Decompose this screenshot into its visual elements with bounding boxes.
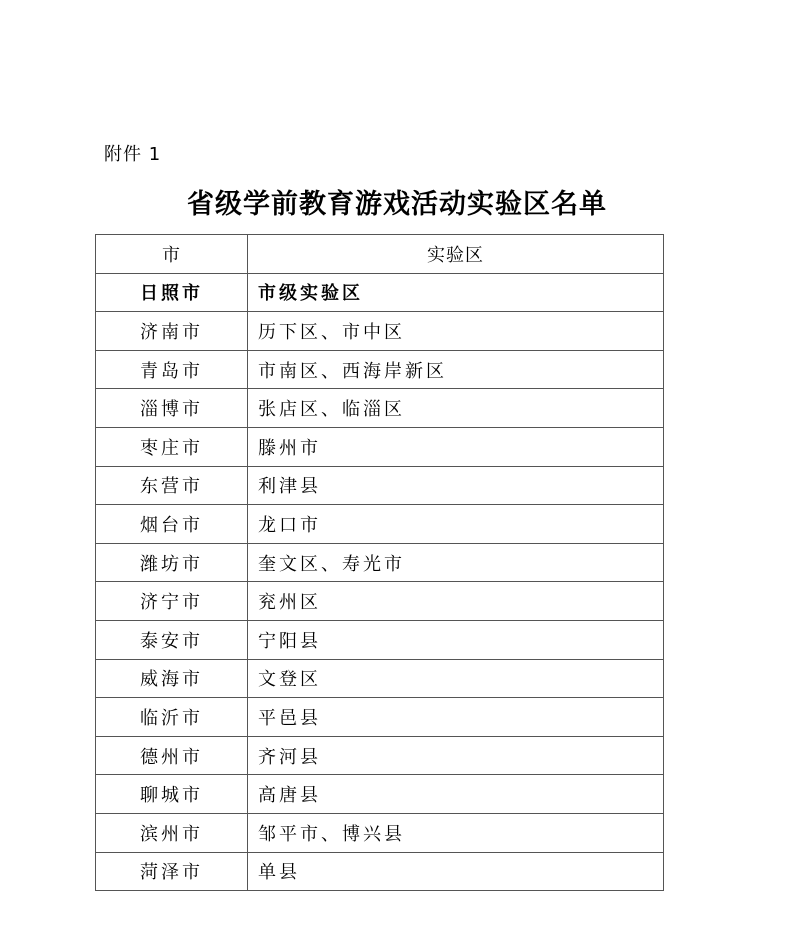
zone-cell: 邹平市、博兴县	[248, 813, 664, 852]
zone-cell: 齐河县	[248, 736, 664, 775]
city-cell: 青岛市	[96, 350, 248, 389]
zone-cell: 市南区、西海岸新区	[248, 350, 664, 389]
city-cell: 临沂市	[96, 698, 248, 737]
zone-cell: 平邑县	[248, 698, 664, 737]
zone-cell: 张店区、临淄区	[248, 389, 664, 428]
city-cell: 淄博市	[96, 389, 248, 428]
city-cell: 日照市	[96, 273, 248, 312]
table-row	[96, 813, 664, 852]
table-row	[96, 620, 664, 659]
zone-cell: 利津县	[248, 466, 664, 505]
zone-cell: 市级实验区	[248, 273, 664, 312]
city-cell: 烟台市	[96, 505, 248, 544]
table-header-row	[96, 235, 664, 274]
table-row	[96, 312, 664, 351]
zone-cell: 单县	[248, 852, 664, 891]
table-row	[96, 427, 664, 466]
city-cell: 枣庄市	[96, 427, 248, 466]
table-row	[96, 466, 664, 505]
zone-cell: 兖州区	[248, 582, 664, 621]
city-cell: 德州市	[96, 736, 248, 775]
city-cell: 菏泽市	[96, 852, 248, 891]
header-city: 市	[96, 235, 248, 274]
header-zone: 实验区	[248, 235, 664, 274]
zone-cell: 奎文区、寿光市	[248, 543, 664, 582]
city-cell: 东营市	[96, 466, 248, 505]
table-row	[96, 389, 664, 428]
zone-cell: 文登区	[248, 659, 664, 698]
city-cell: 潍坊市	[96, 543, 248, 582]
document-title: 省级学前教育游戏活动实验区名单	[187, 189, 607, 220]
experimental-zone-table	[95, 234, 664, 891]
zone-cell: 宁阳县	[248, 620, 664, 659]
zone-cell: 历下区、市中区	[248, 312, 664, 351]
table-row	[96, 698, 664, 737]
table-row	[96, 582, 664, 621]
table-row	[96, 543, 664, 582]
attachment-label: 附件 1	[104, 144, 162, 165]
city-cell: 滨州市	[96, 813, 248, 852]
table-row	[96, 505, 664, 544]
table-row	[96, 273, 664, 312]
city-cell: 济南市	[96, 312, 248, 351]
city-cell: 济宁市	[96, 582, 248, 621]
zone-cell: 滕州市	[248, 427, 664, 466]
table-row	[96, 736, 664, 775]
table-row	[96, 659, 664, 698]
table-row	[96, 350, 664, 389]
table-row	[96, 775, 664, 814]
zone-cell: 龙口市	[248, 505, 664, 544]
city-cell: 泰安市	[96, 620, 248, 659]
city-cell: 威海市	[96, 659, 248, 698]
city-cell: 聊城市	[96, 775, 248, 814]
zone-cell: 高唐县	[248, 775, 664, 814]
table-row	[96, 852, 664, 891]
